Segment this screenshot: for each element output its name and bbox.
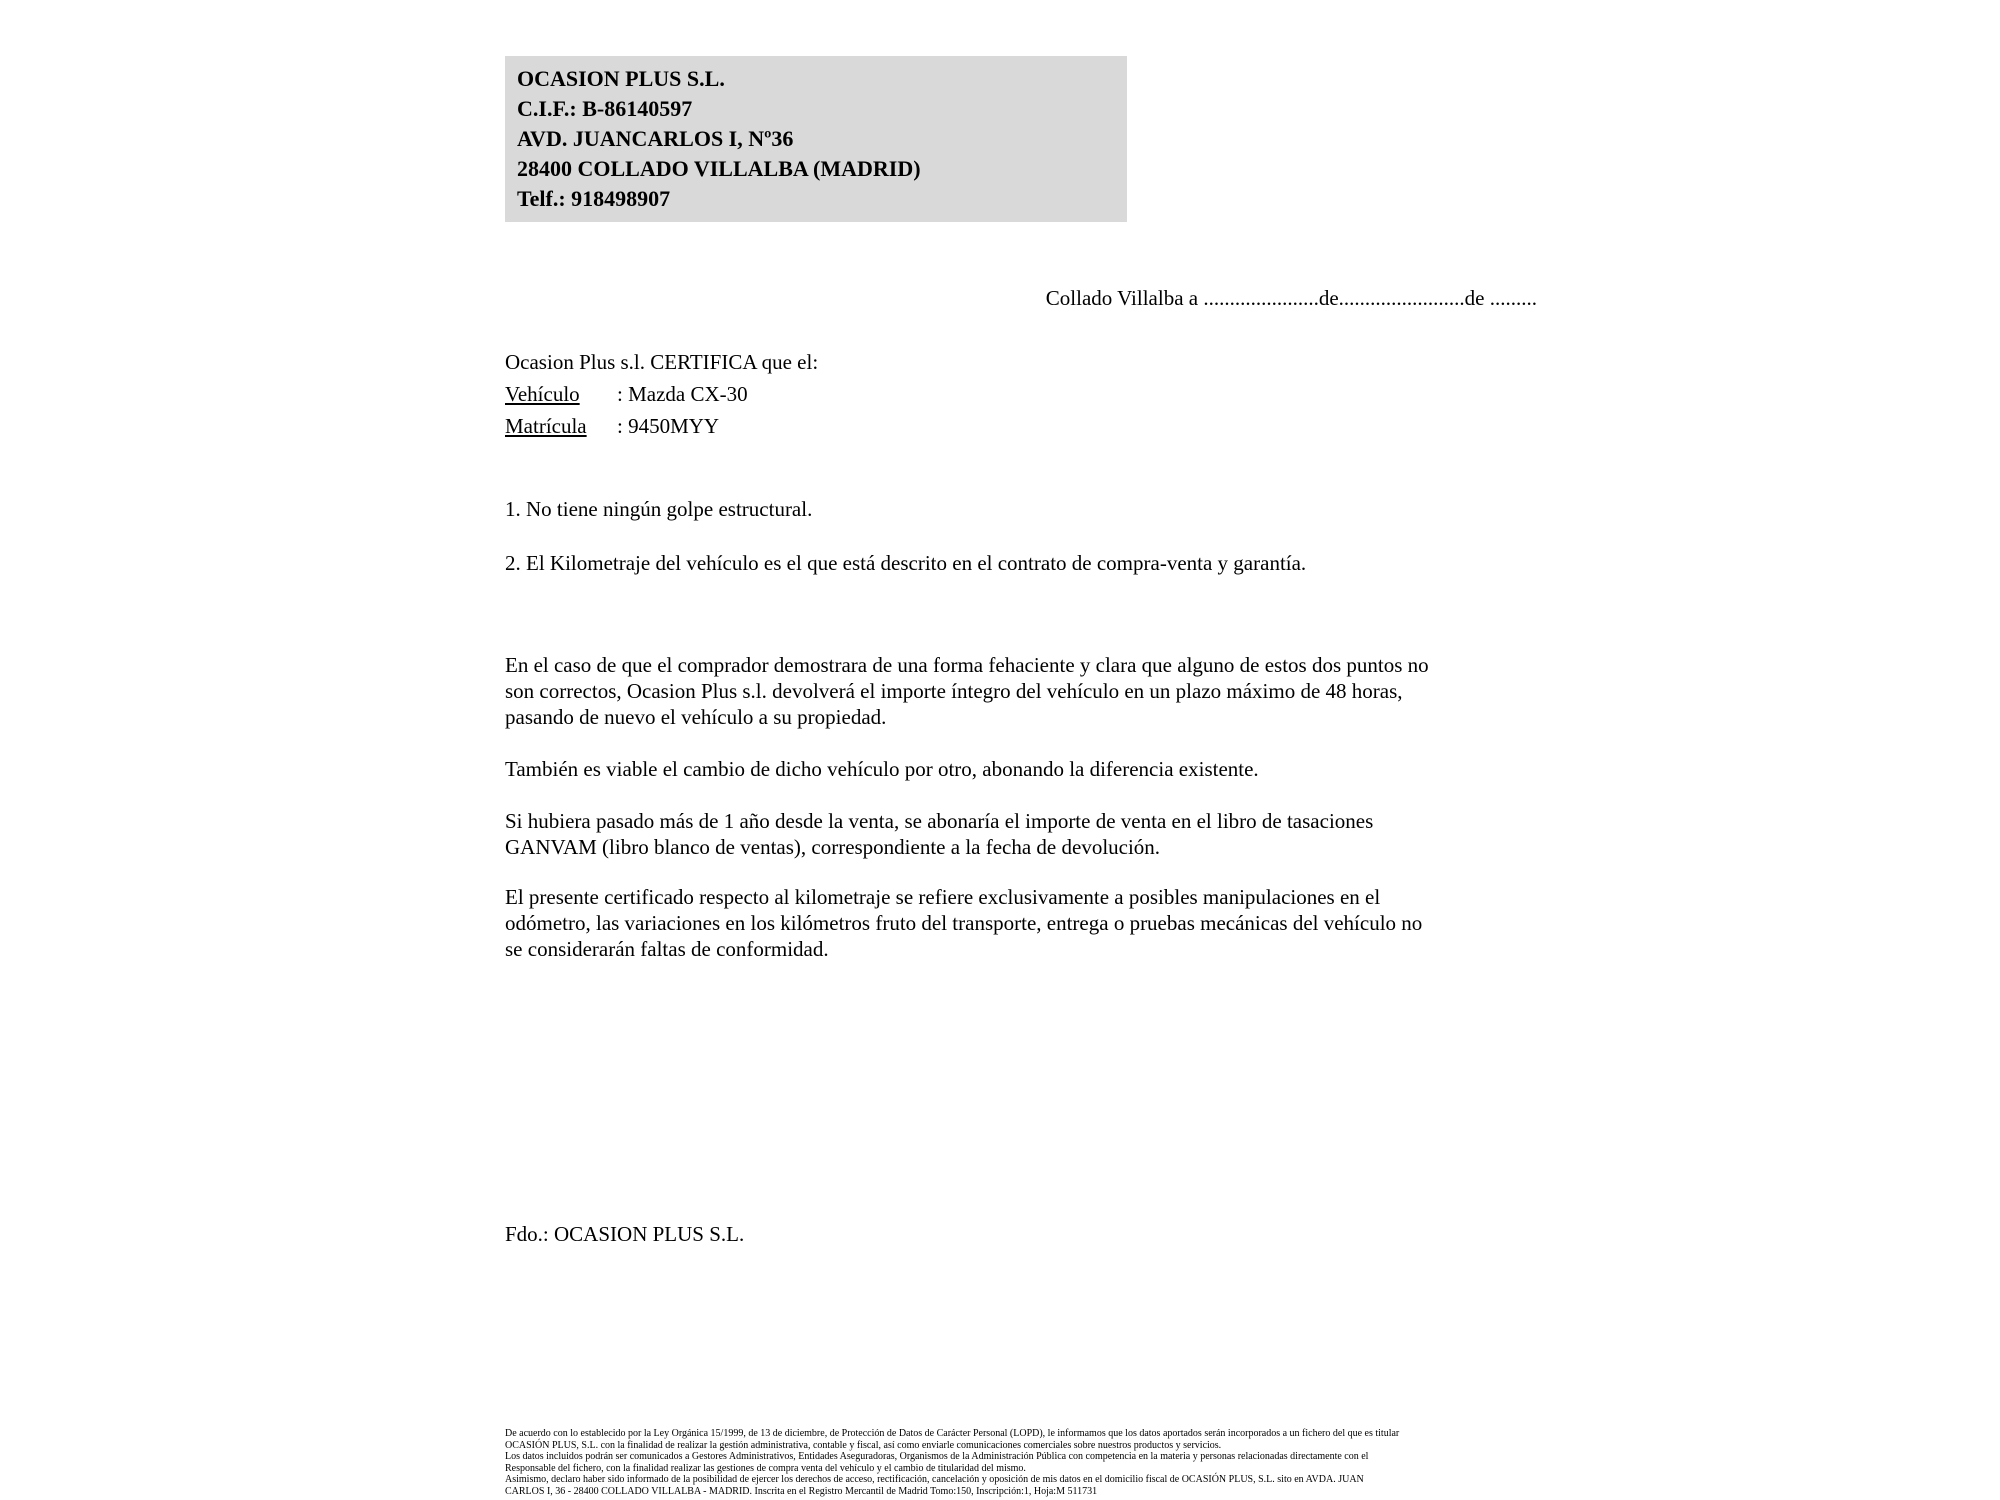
legal-footer	[505, 1428, 1550, 1497]
paragraph-line: Si hubiera pasado más de 1 año desde la venta, se abonaría el importe de venta en el libro de tasaciones	[505, 809, 1374, 833]
paragraph-odometer-disclaimer	[505, 884, 1545, 962]
legal-footer-line: Los datos incluidos podrán ser comunicados a Gestores Administrativos, Entidades Aseguradoras, Organismos de la Administración Pública con competencia en la materia y personas relacionadas directamente con el	[505, 1451, 1369, 1462]
certified-point-1: 1. No tiene ningún golpe estructural.	[505, 497, 813, 521]
paragraph-line: odómetro, las variaciones en los kilómetros fruto del transporte, entrega o pruebas mecánicas del vehículo no	[505, 911, 1423, 935]
paragraph-line: se considerarán faltas de conformidad.	[505, 937, 829, 961]
letterhead-address: AVD. JUANCARLOS I, Nº36	[517, 126, 794, 151]
certified-point-2: 2. El Kilometraje del vehículo es el que está descrito en el contrato de compra-venta y garantía.	[505, 551, 1307, 575]
paragraph-line: El presente certificado respecto al kilometraje se refiere exclusivamente a posibles manipulaciones en el	[505, 885, 1381, 909]
paragraph-line: También es viable el cambio de dicho vehículo por otro, abonando la diferencia existente.	[505, 757, 1259, 781]
plate-label: Matrícula	[505, 414, 587, 438]
paragraph-line: pasando de nuevo el vehículo a su propiedad.	[505, 705, 887, 729]
signature-line: Fdo.: OCASION PLUS S.L.	[505, 1222, 745, 1246]
plate-value: : 9450MYY	[617, 414, 720, 438]
paragraph-refund-policy	[505, 652, 1545, 730]
certification-intro: Ocasion Plus s.l. CERTIFICA que el:	[505, 350, 819, 374]
certification-block	[505, 346, 1537, 442]
paragraph-line: son correctos, Ocasion Plus s.l. devolverá el importe íntegro del vehículo en un plazo máximo de 48 horas,	[505, 679, 1403, 703]
vehicle-label: Vehículo	[505, 382, 580, 406]
letterhead-cif: C.I.F.: B-86140597	[517, 96, 693, 121]
letterhead-phone: Telf.: 918498907	[517, 186, 671, 211]
paragraph-line: En el caso de que el comprador demostrara de una forma fehaciente y clara que alguno de estos dos puntos no	[505, 653, 1429, 677]
letterhead-city: 28400 COLLADO VILLALBA (MADRID)	[517, 156, 921, 181]
legal-footer-line: Asimismo, declaro haber sido informado de la posibilidad de ejercer los derechos de acceso, rectificación, cancelación y oposición de mis datos en el domicilio fiscal de OCASIÓN PLUS, S.L. sito en AVDA. JUAN	[505, 1474, 1364, 1485]
letterhead-company-name: OCASION PLUS S.L.	[517, 66, 725, 91]
company-letterhead	[505, 56, 1127, 222]
vehicle-value: : Mazda CX-30	[617, 382, 748, 406]
date-fill-in-line: Collado Villalba a ......................de........................de .........	[1045, 286, 1537, 310]
legal-footer-line: De acuerdo con lo establecido por la Ley Orgánica 15/1999, de 13 de diciembre, de Protección de Datos de Carácter Personal (LOPD), le informamos que los datos aportados serán incorporados a un fichero del que es titular	[505, 1428, 1400, 1439]
legal-footer-line: OCASIÓN PLUS, S.L. con la finalidad de realizar la gestión administrativa, contable y fiscal, así como enviarle comunicaciones comerciales sobre nuestros productos y servicios.	[505, 1439, 1222, 1451]
paragraph-exchange-option	[505, 756, 1545, 782]
plate-line	[505, 410, 1537, 442]
legal-footer-line: Responsable del fichero, con la finalidad realizar las gestiones de compra venta del vehículo y el cambio de titularidad del mismo.	[505, 1462, 1026, 1474]
paragraph-ganvam-valuation	[505, 808, 1545, 860]
legal-footer-line: CARLOS I, 36 - 28400 COLLADO VILLALBA - MADRID. Inscrita en el Registro Mercantil de Madrid Tomo:150, Inscripción:1, Hoja:M 511731	[505, 1485, 1098, 1497]
paragraph-line: GANVAM (libro blanco de ventas), correspondiente a la fecha de devolución.	[505, 835, 1161, 859]
vehicle-line	[505, 378, 1537, 410]
